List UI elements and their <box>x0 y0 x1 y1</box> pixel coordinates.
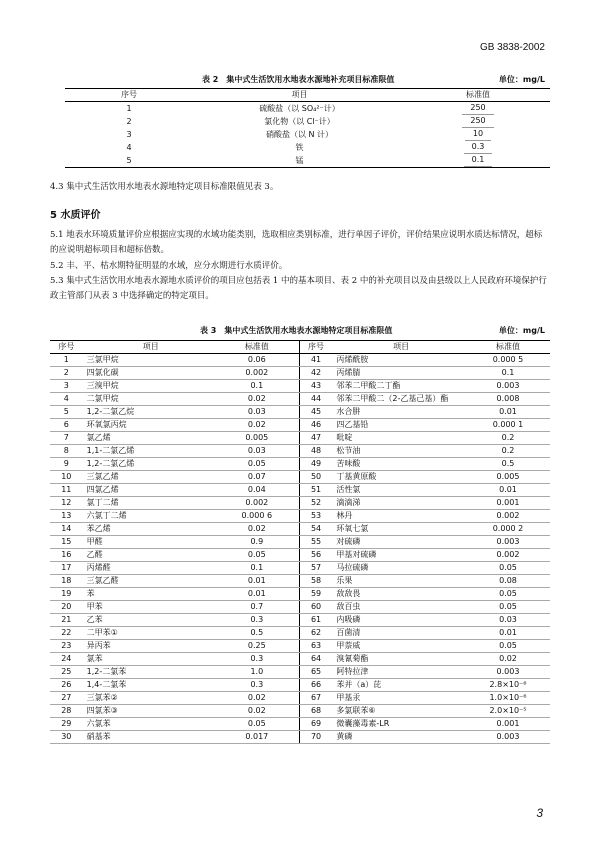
table3-cell-standard: 0.02 <box>215 692 299 705</box>
table3-cell-item: 二氯甲烷 <box>83 393 215 406</box>
table3-cell-standard: 0.02 <box>215 523 299 536</box>
table3-row <box>50 367 550 380</box>
table3-cell-no: 13 <box>50 510 83 523</box>
table3-cell-standard: 0.1 <box>466 367 550 380</box>
table3-row <box>50 510 550 523</box>
table3-row <box>50 627 550 640</box>
table3-row <box>50 419 550 432</box>
table3-row <box>50 640 550 653</box>
table3-cell-standard: 0.05 <box>466 601 550 614</box>
table2-header-row <box>65 89 550 102</box>
table3-cell-standard: 0.01 <box>215 588 299 601</box>
table3-cell-item: 丁基黄原酸 <box>332 471 466 484</box>
table3-cell-item: 甲萘威 <box>332 640 466 653</box>
table3-cell-no: 66 <box>299 679 332 692</box>
table3-cell-item: 1,1-二氯乙烯 <box>83 445 215 458</box>
table3-cell-item: 三氯苯② <box>83 692 215 705</box>
table3-cell-standard: 0.3 <box>215 653 299 666</box>
table3-row <box>50 588 550 601</box>
table3-cell-standard: 1.0×10⁻⁶ <box>466 692 550 705</box>
table3-cell-no: 70 <box>299 731 332 744</box>
table3-cell-standard: 0.02 <box>215 419 299 432</box>
table3-cell-item: 苯并（a）芘 <box>332 679 466 692</box>
table3-col-no-right: 序号 <box>299 341 332 354</box>
table3-cell-no: 26 <box>50 679 83 692</box>
table2-cell-standard <box>406 154 550 168</box>
table3-cell-item: 氯乙烯 <box>83 432 215 445</box>
table2-cell-standard <box>406 128 550 141</box>
table3-cell-no: 25 <box>50 666 83 679</box>
table3-row <box>50 679 550 692</box>
table3-row <box>50 731 550 744</box>
table3-cell-no: 61 <box>299 614 332 627</box>
table3-cell-item: 微囊藻毒素-LR <box>332 718 466 731</box>
table2-col-standard: 标准值 <box>406 89 550 102</box>
table3-cell-no: 11 <box>50 484 83 497</box>
table3-cell-item: 苯乙烯 <box>83 523 215 536</box>
table3-cell-standard: 0.3 <box>215 679 299 692</box>
table3-cell-standard: 0.2 <box>466 432 550 445</box>
table2-cell-item: 锰 <box>295 155 304 165</box>
table2-cell-item: 硫酸盐（以 SO₄²⁻计） <box>259 103 340 113</box>
table3-cell-no: 9 <box>50 458 83 471</box>
table3-cell-standard: 0.01 <box>466 627 550 640</box>
table3-cell-standard: 0.2 <box>466 445 550 458</box>
table3-cell-standard: 0.05 <box>215 718 299 731</box>
table3-cell-no: 5 <box>50 406 83 419</box>
table3-cell-standard: 0.06 <box>215 354 299 367</box>
table3-cell-item: 水合肼 <box>332 406 466 419</box>
table3-row <box>50 497 550 510</box>
table3-cell-item: 异丙苯 <box>83 640 215 653</box>
table3-cell-standard: 0.1 <box>215 562 299 575</box>
table3-cell-no: 6 <box>50 419 83 432</box>
table3-cell-no: 49 <box>299 458 332 471</box>
table3-cell-standard: 0.5 <box>466 458 550 471</box>
table3-cell-no: 27 <box>50 692 83 705</box>
table3-cell-no: 10 <box>50 471 83 484</box>
table3-cell-item: 四氯乙烯 <box>83 484 215 497</box>
table3-cell-no: 24 <box>50 653 83 666</box>
table3-cell-no: 54 <box>299 523 332 536</box>
table3-cell-item: 四乙基铅 <box>332 419 466 432</box>
table3-cell-no: 18 <box>50 575 83 588</box>
table3-row <box>50 705 550 718</box>
table3-cell-item: 三氯乙烯 <box>83 471 215 484</box>
table3-cell-item: 吡啶 <box>332 432 466 445</box>
table3-cell-no: 20 <box>50 601 83 614</box>
table3-cell-item: 百菌清 <box>332 627 466 640</box>
table3-cell-item: 马拉硫磷 <box>332 562 466 575</box>
table3-cell-standard: 0.05 <box>215 458 299 471</box>
table3-cell-item: 邻苯二甲酸二丁酯 <box>332 380 466 393</box>
table3-cell-item: 1,2-二氯乙烷 <box>83 406 215 419</box>
table3-cell-standard: 0.001 <box>466 497 550 510</box>
table3-cell-no: 60 <box>299 601 332 614</box>
table3-cell-no: 15 <box>50 536 83 549</box>
table2-row <box>65 115 550 128</box>
table3-cell-no: 63 <box>299 640 332 653</box>
section-5-title: 5 水质评价 <box>50 210 101 221</box>
table3-cell-item: 三氯甲烷 <box>83 354 215 367</box>
table2-cell-no: 5 <box>126 155 132 165</box>
table3-row <box>50 354 550 367</box>
table3-cell-item: 内吸磷 <box>332 614 466 627</box>
table3-cell-item: 甲醛 <box>83 536 215 549</box>
table3-cell-standard: 0.02 <box>466 653 550 666</box>
table3-cell-no: 47 <box>299 432 332 445</box>
table3-cell-no: 2 <box>50 367 83 380</box>
table3-cell-no: 43 <box>299 380 332 393</box>
table3-cell-item: 苯 <box>83 588 215 601</box>
table3-cell-item: 丙烯腈 <box>332 367 466 380</box>
table3-row <box>50 666 550 679</box>
table3-cell-item: 1,2-二氯苯 <box>83 666 215 679</box>
table3-cell-standard: 0.01 <box>215 575 299 588</box>
table3-col-standard-left: 标准值 <box>215 341 299 354</box>
table3-cell-item: 二甲苯① <box>83 627 215 640</box>
table3-cell-no: 48 <box>299 445 332 458</box>
table2-cell-no: 2 <box>126 116 132 126</box>
table3-cell-standard: 0.05 <box>466 640 550 653</box>
table3-cell-no: 22 <box>50 627 83 640</box>
table3-row <box>50 393 550 406</box>
table3-cell-no: 58 <box>299 575 332 588</box>
table3-cell-item: 甲苯 <box>83 601 215 614</box>
table2-cell-item: 铁 <box>295 142 304 152</box>
table3-cell-item: 氯丁二烯 <box>83 497 215 510</box>
table2-standard-value: 0.1 <box>464 154 493 167</box>
table3-cell-item: 多氯联苯⑥ <box>332 705 466 718</box>
table3-cell-no: 21 <box>50 614 83 627</box>
table3-cell-standard: 0.01 <box>466 406 550 419</box>
table2-cell-standard <box>406 102 550 116</box>
table3-cell-standard: 0.005 <box>215 432 299 445</box>
table3-cell-standard: 0.02 <box>215 705 299 718</box>
table2-standard-value: 250 <box>462 102 493 115</box>
table3-cell-item: 活性氯 <box>332 484 466 497</box>
table3-row <box>50 471 550 484</box>
table3-col-item-right: 项目 <box>332 341 466 354</box>
table2-standard-value: 10 <box>465 128 491 141</box>
table3-cell-standard: 0.017 <box>215 731 299 744</box>
table3-header-row <box>50 341 550 354</box>
table3-unit: 单位：mg/L <box>498 326 545 335</box>
page-number: 3 <box>536 806 543 820</box>
table3-cell-standard: 0.03 <box>215 445 299 458</box>
table3-cell-standard: 0.05 <box>466 562 550 575</box>
table2-unit: 单位：mg/L <box>498 75 545 84</box>
table3-cell-standard: 0.005 <box>466 471 550 484</box>
table3-cell-standard: 0.07 <box>215 471 299 484</box>
table3-row <box>50 718 550 731</box>
table3-cell-no: 23 <box>50 640 83 653</box>
table3-cell-item: 敌百虫 <box>332 601 466 614</box>
table3-cell-standard: 0.08 <box>466 575 550 588</box>
table3-cell-no: 1 <box>50 354 83 367</box>
table3-row <box>50 445 550 458</box>
table3-cell-no: 59 <box>299 588 332 601</box>
table3-cell-no: 44 <box>299 393 332 406</box>
table3-row <box>50 523 550 536</box>
table3-cell-standard: 0.7 <box>215 601 299 614</box>
table3-cell-standard: 0.05 <box>466 588 550 601</box>
table3-row <box>50 549 550 562</box>
table2-standard-value: 0.3 <box>464 141 493 154</box>
table3-cell-item: 邻苯二甲酸二（2-乙基己基）酯 <box>332 393 466 406</box>
table3-cell-standard: 0.01 <box>466 484 550 497</box>
table3-cell-no: 65 <box>299 666 332 679</box>
table3-cell-standard: 0.000 5 <box>466 354 550 367</box>
table3-cell-item: 甲基汞 <box>332 692 466 705</box>
table3-cell-no: 29 <box>50 718 83 731</box>
table2-cell-item: 氯化物（以 Cl⁻计） <box>264 116 335 126</box>
table3-cell-item: 黄磷 <box>332 731 466 744</box>
table2 <box>65 88 550 168</box>
table3-cell-no: 12 <box>50 497 83 510</box>
table3-cell-standard: 0.003 <box>466 666 550 679</box>
table3-cell-standard: 0.9 <box>215 536 299 549</box>
table3-col-standard-right: 标准值 <box>466 341 550 354</box>
table3-cell-no: 55 <box>299 536 332 549</box>
table3-cell-item: 四氯苯③ <box>83 705 215 718</box>
table3-cell-no: 7 <box>50 432 83 445</box>
table3-cell-item: 硝基苯 <box>83 731 215 744</box>
table3-cell-no: 46 <box>299 419 332 432</box>
table3-cell-item: 乙醛 <box>83 549 215 562</box>
table3-col-item-left: 项目 <box>83 341 215 354</box>
table3-cell-item: 三氯乙醛 <box>83 575 215 588</box>
table3-cell-standard: 0.03 <box>215 406 299 419</box>
table3-row <box>50 653 550 666</box>
table3-cell-item: 1,2-二氯乙烯 <box>83 458 215 471</box>
table3-row <box>50 601 550 614</box>
table3-cell-no: 52 <box>299 497 332 510</box>
table3-cell-item: 对硫磷 <box>332 536 466 549</box>
table2-col-item: 项目 <box>193 89 406 102</box>
table3-cell-item: 六氯苯 <box>83 718 215 731</box>
table3-cell-no: 30 <box>50 731 83 744</box>
table3-cell-standard: 0.002 <box>215 497 299 510</box>
table3-cell-no: 41 <box>299 354 332 367</box>
table3-cell-item: 环氧氯丙烷 <box>83 419 215 432</box>
table3-cell-standard: 0.002 <box>215 367 299 380</box>
table3-cell-item: 丙烯醛 <box>83 562 215 575</box>
table2-row <box>65 154 550 168</box>
table3-cell-no: 16 <box>50 549 83 562</box>
table3-cell-no: 17 <box>50 562 83 575</box>
table3-cell-item: 环氧七氯 <box>332 523 466 536</box>
table3-cell-standard: 0.003 <box>466 731 550 744</box>
table3-cell-no: 67 <box>299 692 332 705</box>
standard-number: GB 3838-2002 <box>479 42 545 53</box>
table3-cell-no: 28 <box>50 705 83 718</box>
table2-cell-item: 硝酸盐（以 N 计） <box>265 129 334 139</box>
table3-row <box>50 380 550 393</box>
table3-cell-item: 氯苯 <box>83 653 215 666</box>
table3-cell-standard: 0.001 <box>466 718 550 731</box>
table3 <box>50 340 550 744</box>
table3-cell-no: 19 <box>50 588 83 601</box>
table3-cell-standard: 0.003 <box>466 380 550 393</box>
table3-row <box>50 536 550 549</box>
table3-cell-standard: 0.000 2 <box>466 523 550 536</box>
table3-cell-item: 阿特拉津 <box>332 666 466 679</box>
table3-cell-item: 乐果 <box>332 575 466 588</box>
table3-cell-standard: 2.8×10⁻⁶ <box>466 679 550 692</box>
table3-row <box>50 484 550 497</box>
table3-cell-item: 1,4-二氯苯 <box>83 679 215 692</box>
table3-cell-item: 甲基对硫磷 <box>332 549 466 562</box>
table3-cell-standard: 0.008 <box>466 393 550 406</box>
table3-cell-no: 3 <box>50 380 83 393</box>
table3-cell-standard: 1.0 <box>215 666 299 679</box>
table3-cell-item: 六氯丁二烯 <box>83 510 215 523</box>
table3-row <box>50 614 550 627</box>
table3-cell-standard: 0.002 <box>466 549 550 562</box>
table3-cell-standard: 0.5 <box>215 627 299 640</box>
table3-cell-standard: 2.0×10⁻⁵ <box>466 705 550 718</box>
table3-cell-no: 51 <box>299 484 332 497</box>
table3-cell-item: 四氯化碳 <box>83 367 215 380</box>
table3-cell-standard: 0.05 <box>215 549 299 562</box>
table2-cell-standard <box>406 141 550 154</box>
table3-cell-no: 45 <box>299 406 332 419</box>
table3-cell-item: 林丹 <box>332 510 466 523</box>
table3-cell-standard: 0.03 <box>466 614 550 627</box>
table3-cell-item: 三溴甲烷 <box>83 380 215 393</box>
table2-row <box>65 128 550 141</box>
table3-cell-no: 69 <box>299 718 332 731</box>
table3-cell-standard: 0.1 <box>215 380 299 393</box>
table3-cell-no: 8 <box>50 445 83 458</box>
table3-cell-standard: 0.3 <box>215 614 299 627</box>
para-5-2: 5.2 丰、平、枯水期特征明显的水域，应分水期进行水质评价。 <box>50 261 288 271</box>
table3-cell-standard: 0.002 <box>466 510 550 523</box>
table3-caption: 表 3 集中式生活饮用水地表水源地特定项目标准限值 <box>200 326 393 335</box>
table3-cell-no: 56 <box>299 549 332 562</box>
table3-cell-item: 滴滴涕 <box>332 497 466 510</box>
table3-cell-no: 64 <box>299 653 332 666</box>
table3-cell-no: 14 <box>50 523 83 536</box>
table3-cell-no: 42 <box>299 367 332 380</box>
table3-row <box>50 575 550 588</box>
table2-caption: 表 2 集中式生活饮用水地表水源地补充项目标准限值 <box>202 75 395 84</box>
table3-cell-no: 4 <box>50 393 83 406</box>
table3-cell-no: 62 <box>299 627 332 640</box>
table3-col-no-left: 序号 <box>50 341 83 354</box>
table3-cell-standard: 0.000 1 <box>466 419 550 432</box>
table3-row <box>50 562 550 575</box>
para-4-3: 4.3 集中式生活饮用水地表水源地特定项目标准限值见表 3。 <box>50 182 279 192</box>
table3-cell-no: 57 <box>299 562 332 575</box>
table2-cell-standard <box>406 115 550 128</box>
table3-cell-no: 68 <box>299 705 332 718</box>
table3-cell-item: 乙苯 <box>83 614 215 627</box>
table2-cell-no: 4 <box>126 142 132 152</box>
table2-col-no: 序号 <box>65 89 193 102</box>
table2-standard-value: 250 <box>462 115 493 128</box>
table3-cell-item: 丙烯酰胺 <box>332 354 466 367</box>
table2-cell-no: 3 <box>126 129 132 139</box>
table2-row <box>65 102 550 116</box>
table3-cell-standard: 0.000 6 <box>215 510 299 523</box>
para-5-1: 5.1 地表水环境质量评价应根据应实现的水域功能类别，选取相应类别标准，进行单因子评价，评价结果应说明水质达标情况，超标的应说明超标项目和超标倍数。 <box>50 230 543 255</box>
table3-cell-item: 敌敌畏 <box>332 588 466 601</box>
table2-row <box>65 141 550 154</box>
table3-cell-standard: 0.04 <box>215 484 299 497</box>
table3-cell-no: 50 <box>299 471 332 484</box>
table3-cell-item: 溴氰菊酯 <box>332 653 466 666</box>
table3-cell-standard: 0.02 <box>215 393 299 406</box>
table3-row <box>50 458 550 471</box>
table3-row <box>50 406 550 419</box>
table3-cell-standard: 0.25 <box>215 640 299 653</box>
table3-row <box>50 692 550 705</box>
table3-cell-item: 松节油 <box>332 445 466 458</box>
table3-row <box>50 432 550 445</box>
table3-cell-item: 苦味酸 <box>332 458 466 471</box>
table3-cell-no: 53 <box>299 510 332 523</box>
para-5-3: 5.3 集中式生活饮用水地表水源地水质评价的项目应包括表 1 中的基本项目、表 2 中的补充项目以及由县级以上人民政府环境保护行政主管部门从表 3 中选择确定的特定项目。 <box>50 276 547 301</box>
table2-cell-no: 1 <box>126 103 132 113</box>
table3-cell-standard: 0.003 <box>466 536 550 549</box>
